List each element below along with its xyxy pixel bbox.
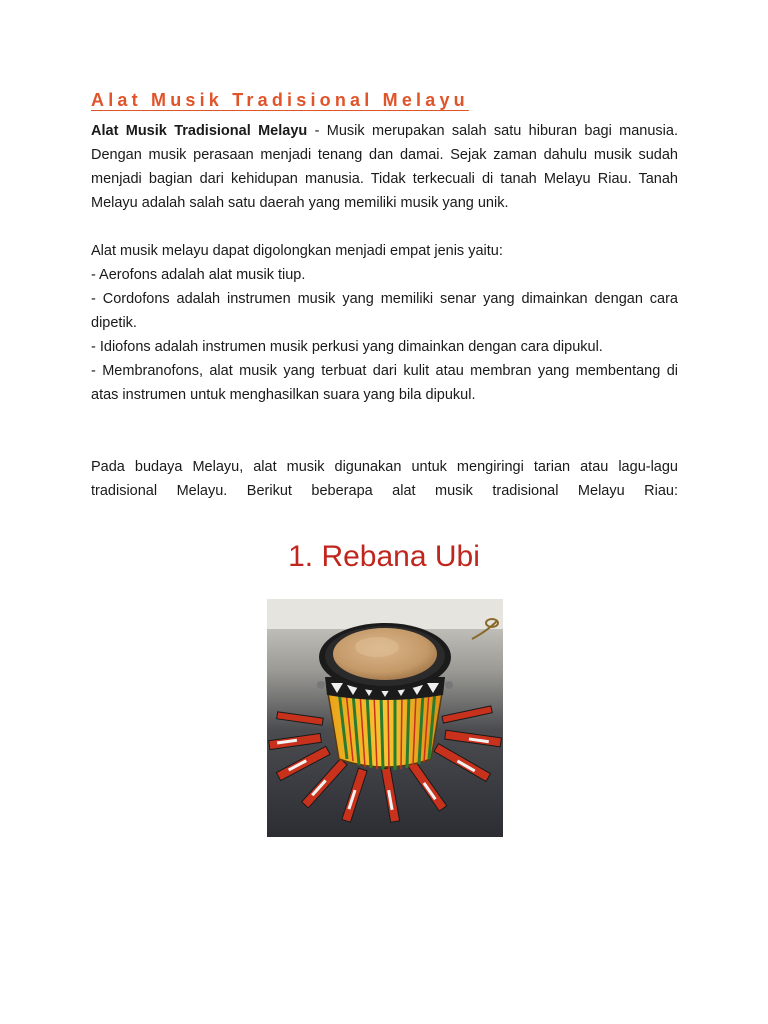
section-heading: 1. Rebana Ubi	[288, 540, 480, 573]
closing-paragraph: Pada budaya Melayu, alat musik digunakan untuk mengiringi tarian atau lagu-lagu tradisional Melayu. Berikut beberapa alat musik tradisional Melayu Riau:	[91, 459, 678, 499]
page-title: Alat Musik Tradisional Melayu	[91, 90, 469, 110]
list-item: - Membranofons, alat musik yang terbuat dari kulit atau membran yang membentang di atas instrumen untuk menghasilkan suara yang bila dipukul.	[91, 363, 678, 403]
list-item: - Cordofons adalah instrumen musik yang memiliki senar yang dimainkan dengan cara dipetik.	[91, 291, 678, 331]
document-body	[91, 90, 678, 503]
list-item: - Idiofons adalah instrumen musik perkusi yang dimainkan dengan cara dipukul.	[91, 339, 603, 355]
intro-lead: Alat Musik Tradisional Melayu	[91, 123, 308, 139]
list-item: - Aerofons adalah alat musik tiup.	[91, 267, 306, 283]
rebana-ubi-drum	[317, 623, 453, 770]
intro-text: - Musik merupakan salah satu hiburan bagi manusia. Dengan musik perasaan menjadi tenang dan damai. Sejak zaman dahulu musik sudah menjadi bagian dari kehidupan manusia. Tidak terkecuali di tanah Melayu Riau. Tanah Melayu adalah salah satu daerah yang memiliki musik yang unik.	[91, 123, 678, 211]
intro-paragraph	[91, 119, 678, 215]
rebana-ubi-photo	[267, 599, 503, 837]
category-intro: Alat musik melayu dapat digolongkan menjadi empat jenis yaitu:	[91, 243, 503, 259]
category-list	[91, 239, 678, 407]
